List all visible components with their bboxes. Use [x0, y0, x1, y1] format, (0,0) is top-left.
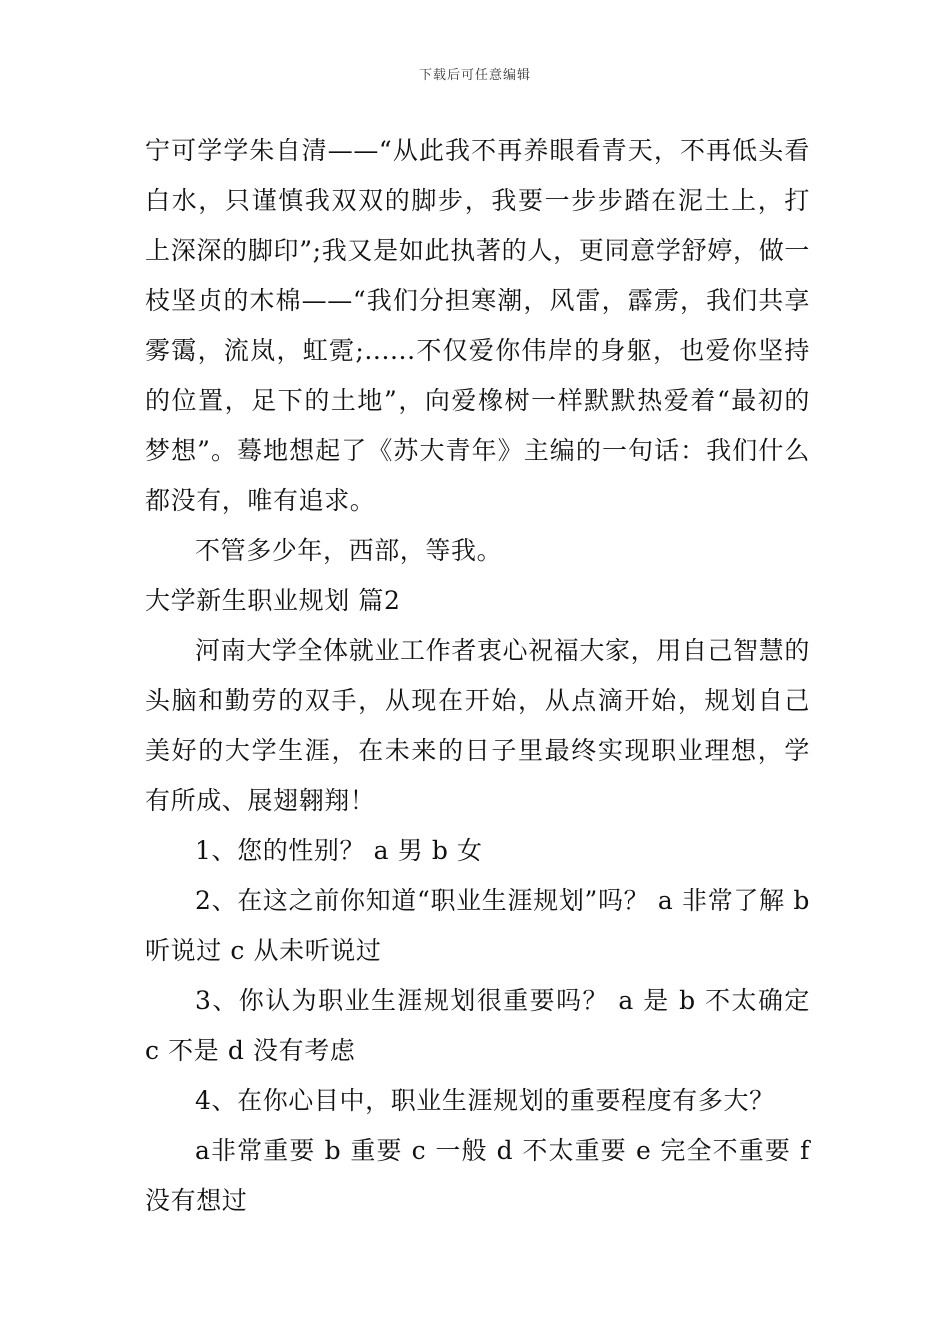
question-4: 4、在你心目中，职业生涯规划的重要程度有多大？	[195, 1086, 775, 1115]
page-header: 下载后可任意编辑	[418, 68, 531, 83]
document-body	[145, 126, 810, 1226]
question-1: 1、您的性别？ a 男 b 女	[195, 836, 483, 865]
paragraph-poem-quote: 宁可学学朱自清——“从此我不再养眼看青天，不再低头看白水，只谨慎我双双的脚步，我要一步步踏在泥土上，打上深深的脚印”;我又是如此执著的人，更同意学舒婷，做一枝坚贞的木棉——“我们分担寒潮，风雷，霹雳，我们共享雾霭，流岚，虹霓;......不仅爱你伟岸的身躯，也爱你坚持的位置，足下的土地”，向爱橡树一样默默热爱着“最初的梦想”。蓦地想起了《苏大青年》主编的一句话：我们什么都没有，唯有追求。	[145, 136, 810, 515]
question-3: 3、你认为职业生涯规划很重要吗？ a 是 b 不太确定 c 不是 d 没有考虑	[145, 986, 810, 1065]
question-4-options: a非常重要 b 重要 c 一般 d 不太重要 e 完全不重要 f没有想过	[145, 1136, 810, 1215]
paragraph-intro: 河南大学全体就业工作者衷心祝福大家，用自己智慧的头脑和勤劳的双手，从现在开始，从点滴开始，规划自己美好的大学生涯，在未来的日子里最终实现职业理想，学有所成、展翅翱翔！	[145, 636, 810, 815]
question-2: 2、在这之前你知道“职业生涯规划”吗？ a 非常了解 b听说过 c 从未听说过	[145, 886, 810, 965]
section-heading: 大学新生职业规划 篇2	[145, 586, 401, 615]
paragraph-closing: 不管多少年，西部，等我。	[195, 536, 503, 565]
